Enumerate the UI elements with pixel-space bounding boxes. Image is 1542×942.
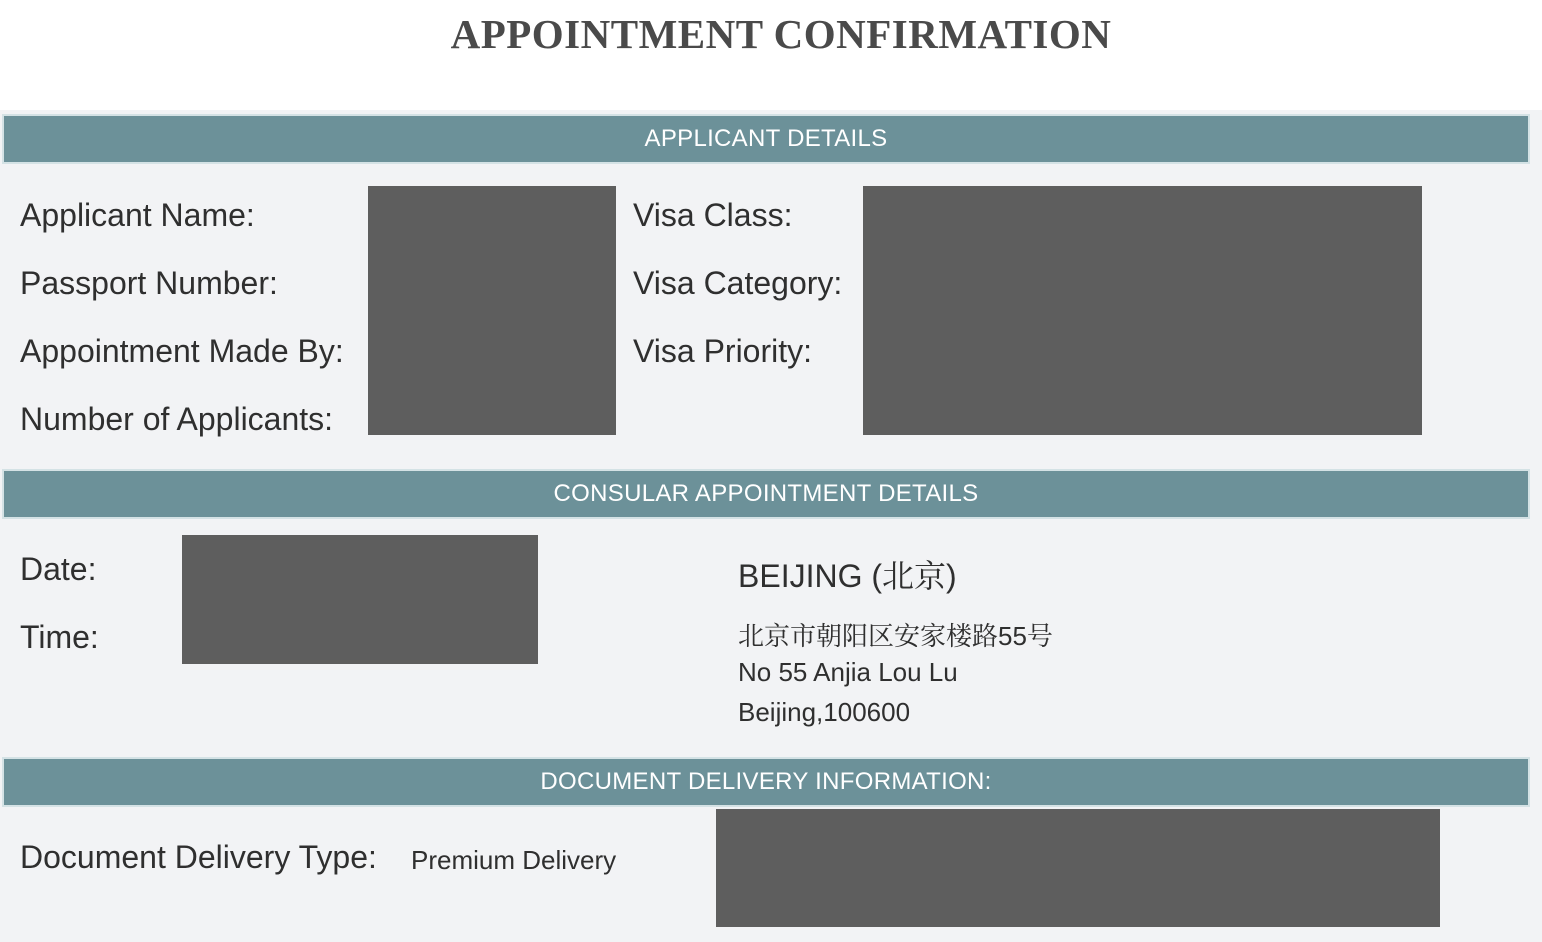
consular-appointment-header: CONSULAR APPOINTMENT DETAILS [2,469,1530,519]
visa-class-label: Visa Class: [633,197,793,233]
delivery-type-value: Premium Delivery [411,845,617,875]
date-label: Date: [20,551,97,587]
visa-category-label: Visa Category: [633,265,843,301]
date-time-redaction [182,535,538,664]
delivery-info-redaction [716,809,1440,927]
applicant-name-label: Applicant Name: [20,197,255,233]
consulate-address-line2: Beijing,100600 [738,697,911,727]
consulate-address-chinese: 北京市朝阳区安家楼路55号 [738,621,1053,651]
appointment-made-by-label: Appointment Made By: [20,333,344,369]
applicant-details-header: APPLICANT DETAILS [2,114,1530,164]
document-delivery-header: DOCUMENT DELIVERY INFORMATION: [2,757,1530,807]
delivery-type-label: Document Delivery Type: [20,839,377,875]
time-label: Time: [20,619,99,655]
consulate-address-line1: No 55 Anjia Lou Lu [738,657,958,687]
consulate-location-name: BEIJING (北京) [738,558,957,594]
visa-priority-label: Visa Priority: [633,333,813,369]
page-title: APPOINTMENT CONFIRMATION [450,11,1112,57]
visa-values-redaction [863,186,1422,435]
number-of-applicants-label: Number of Applicants: [20,401,334,437]
passport-number-label: Passport Number: [20,265,278,301]
applicant-values-redaction [368,186,616,435]
